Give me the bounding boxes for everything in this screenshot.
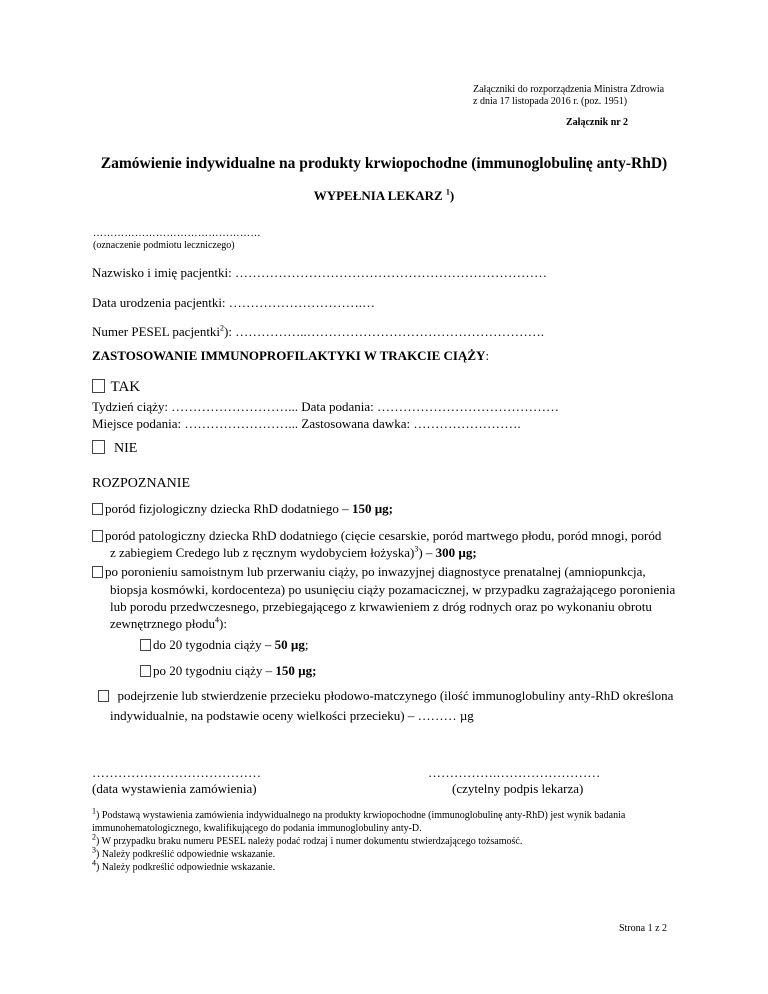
option-4-checkbox[interactable] [98, 690, 109, 702]
diagnosis-option-4-line2[interactable]: indywidualnie, na podstawie oceny wielkości przecieku) – ……… µg [110, 708, 474, 723]
entity-label: (oznaczenie podmiotu leczniczego) [93, 240, 235, 251]
diagnosis-option-3[interactable]: po poronieniu samoistnym lub przerwaniu ciąży, po inwazyjnej diagnostyce prenatalnej (amniopunkcja, [92, 564, 646, 580]
after-20-checkbox[interactable] [140, 665, 151, 677]
document-subtitle: WYPEŁNIA LEKARZ $^1$) [313, 187, 455, 203]
footnote-1: $^1$) Podstawą wystawienia zamówienia indywidualnego na produkty krwiopochodne (immunoglobulinę anty-RhD) jest wynik badania [92, 806, 626, 821]
order-date-label: (data wystawienia zamówienia) [92, 781, 257, 796]
pesel-field[interactable]: Numer PESEL pacjentki$^2$): ……………..………………………………………………. [92, 323, 544, 339]
diagnosis-option-1[interactable]: poród fizjologiczny dziecka RhD dodatniego – 150 µg; [92, 501, 393, 517]
footnote-4: $^4$) Należy podkreślić odpowiednie wskazanie. [92, 858, 276, 873]
birth-date-field[interactable]: Data urodzenia pacjentki: ………………………….… [92, 295, 376, 310]
annex-number: Załącznik nr 2 [566, 117, 629, 128]
diagnosis-option-2-cont: z zabiegiem Credego lub z ręcznym wydobyciem łożyska)$^3$) – 300 µg; [110, 544, 477, 560]
nie-checkbox[interactable] [92, 440, 105, 454]
order-date-dots[interactable]: ………………………………… [92, 765, 261, 780]
prophylaxis-heading: ZASTOSOWANIE IMMUNOPROFILAKTYKI W TRAKCIE CIĄŻY: [92, 348, 490, 363]
tak-place-dose-line[interactable]: Miejsce podania: ……………………... Zastosowana dawka: ……………………. [92, 416, 521, 431]
diagnosis-heading: ROZPOZNANIE [92, 476, 190, 491]
option-1-checkbox[interactable] [92, 503, 103, 515]
option-tak[interactable]: TAK [92, 379, 140, 396]
doctor-signature-label: (czytelny podpis lekarza) [452, 781, 584, 796]
option-2-checkbox[interactable] [92, 530, 103, 542]
diagnosis-option-2[interactable]: poród patologiczny dziecka RhD dodatniego (cięcie cesarskie, poród martwego płodu, poród mnogi, poród [92, 528, 661, 544]
diagnosis-option-3-line2: biopsja kosmówki, kordocenteza) po usunięciu ciąży pozamacicznej, w przypadku zagrażającego poronienia [110, 582, 676, 597]
header-decree: Załączniki do rozporządzenia Ministra Zdrowia [473, 84, 665, 95]
sub-option-before-20[interactable]: do 20 tygodnia ciąży – 50 µg; [140, 637, 309, 653]
patient-name-field[interactable]: Nazwisko i imię pacjentki: ……………………………………………………………… [92, 265, 547, 280]
option-3-checkbox[interactable] [92, 566, 103, 578]
diagnosis-option-3-line4: zewnętrznego płodu$^4$): [110, 615, 227, 631]
diagnosis-option-4[interactable]: podejrzenie lub stwierdzenie przecieku płodowo-matczynego (ilość immunoglobuliny anty-RhD określona [98, 688, 673, 704]
entity-dots[interactable]: ………………………………………… [93, 228, 261, 239]
before-20-checkbox[interactable] [140, 639, 151, 651]
diagnosis-option-3-line3: lub porodu przedwczesnego, przebiegającego z krwawieniem z dróg rodnych oraz po wykonaniu obrotu [110, 599, 652, 614]
tak-checkbox[interactable] [92, 379, 105, 393]
footnote-2: $^2$) W przypadku braku numeru PESEL należy podać rodzaj i numer dokumentu stwierdzającego tożsamość. [92, 832, 523, 847]
document-title: Zamówienie indywidualne na produkty krwiopochodne (immunoglobulinę anty-RhD) [100, 155, 668, 172]
header-date: z dnia 17 listopada 2016 r. (poz. 1951) [473, 96, 628, 107]
footnote-1-cont: immunohematologicznego, kwalifikującego do podania immunoglobuliny anty-D. [92, 823, 422, 834]
sub-option-after-20[interactable]: po 20 tygodniu ciąży – 150 µg; [140, 663, 316, 679]
footnote-3: $^3$) Należy podkreślić odpowiednie wskazanie. [92, 845, 276, 860]
page-number: Strona 1 z 2 [619, 923, 668, 934]
tak-week-date-line[interactable]: Tydzień ciąży: ………………………... Data podania: …………………………………… [92, 399, 560, 414]
doctor-signature-dots[interactable]: …………….…………………… [428, 765, 601, 780]
option-nie[interactable]: NIE [92, 440, 137, 457]
